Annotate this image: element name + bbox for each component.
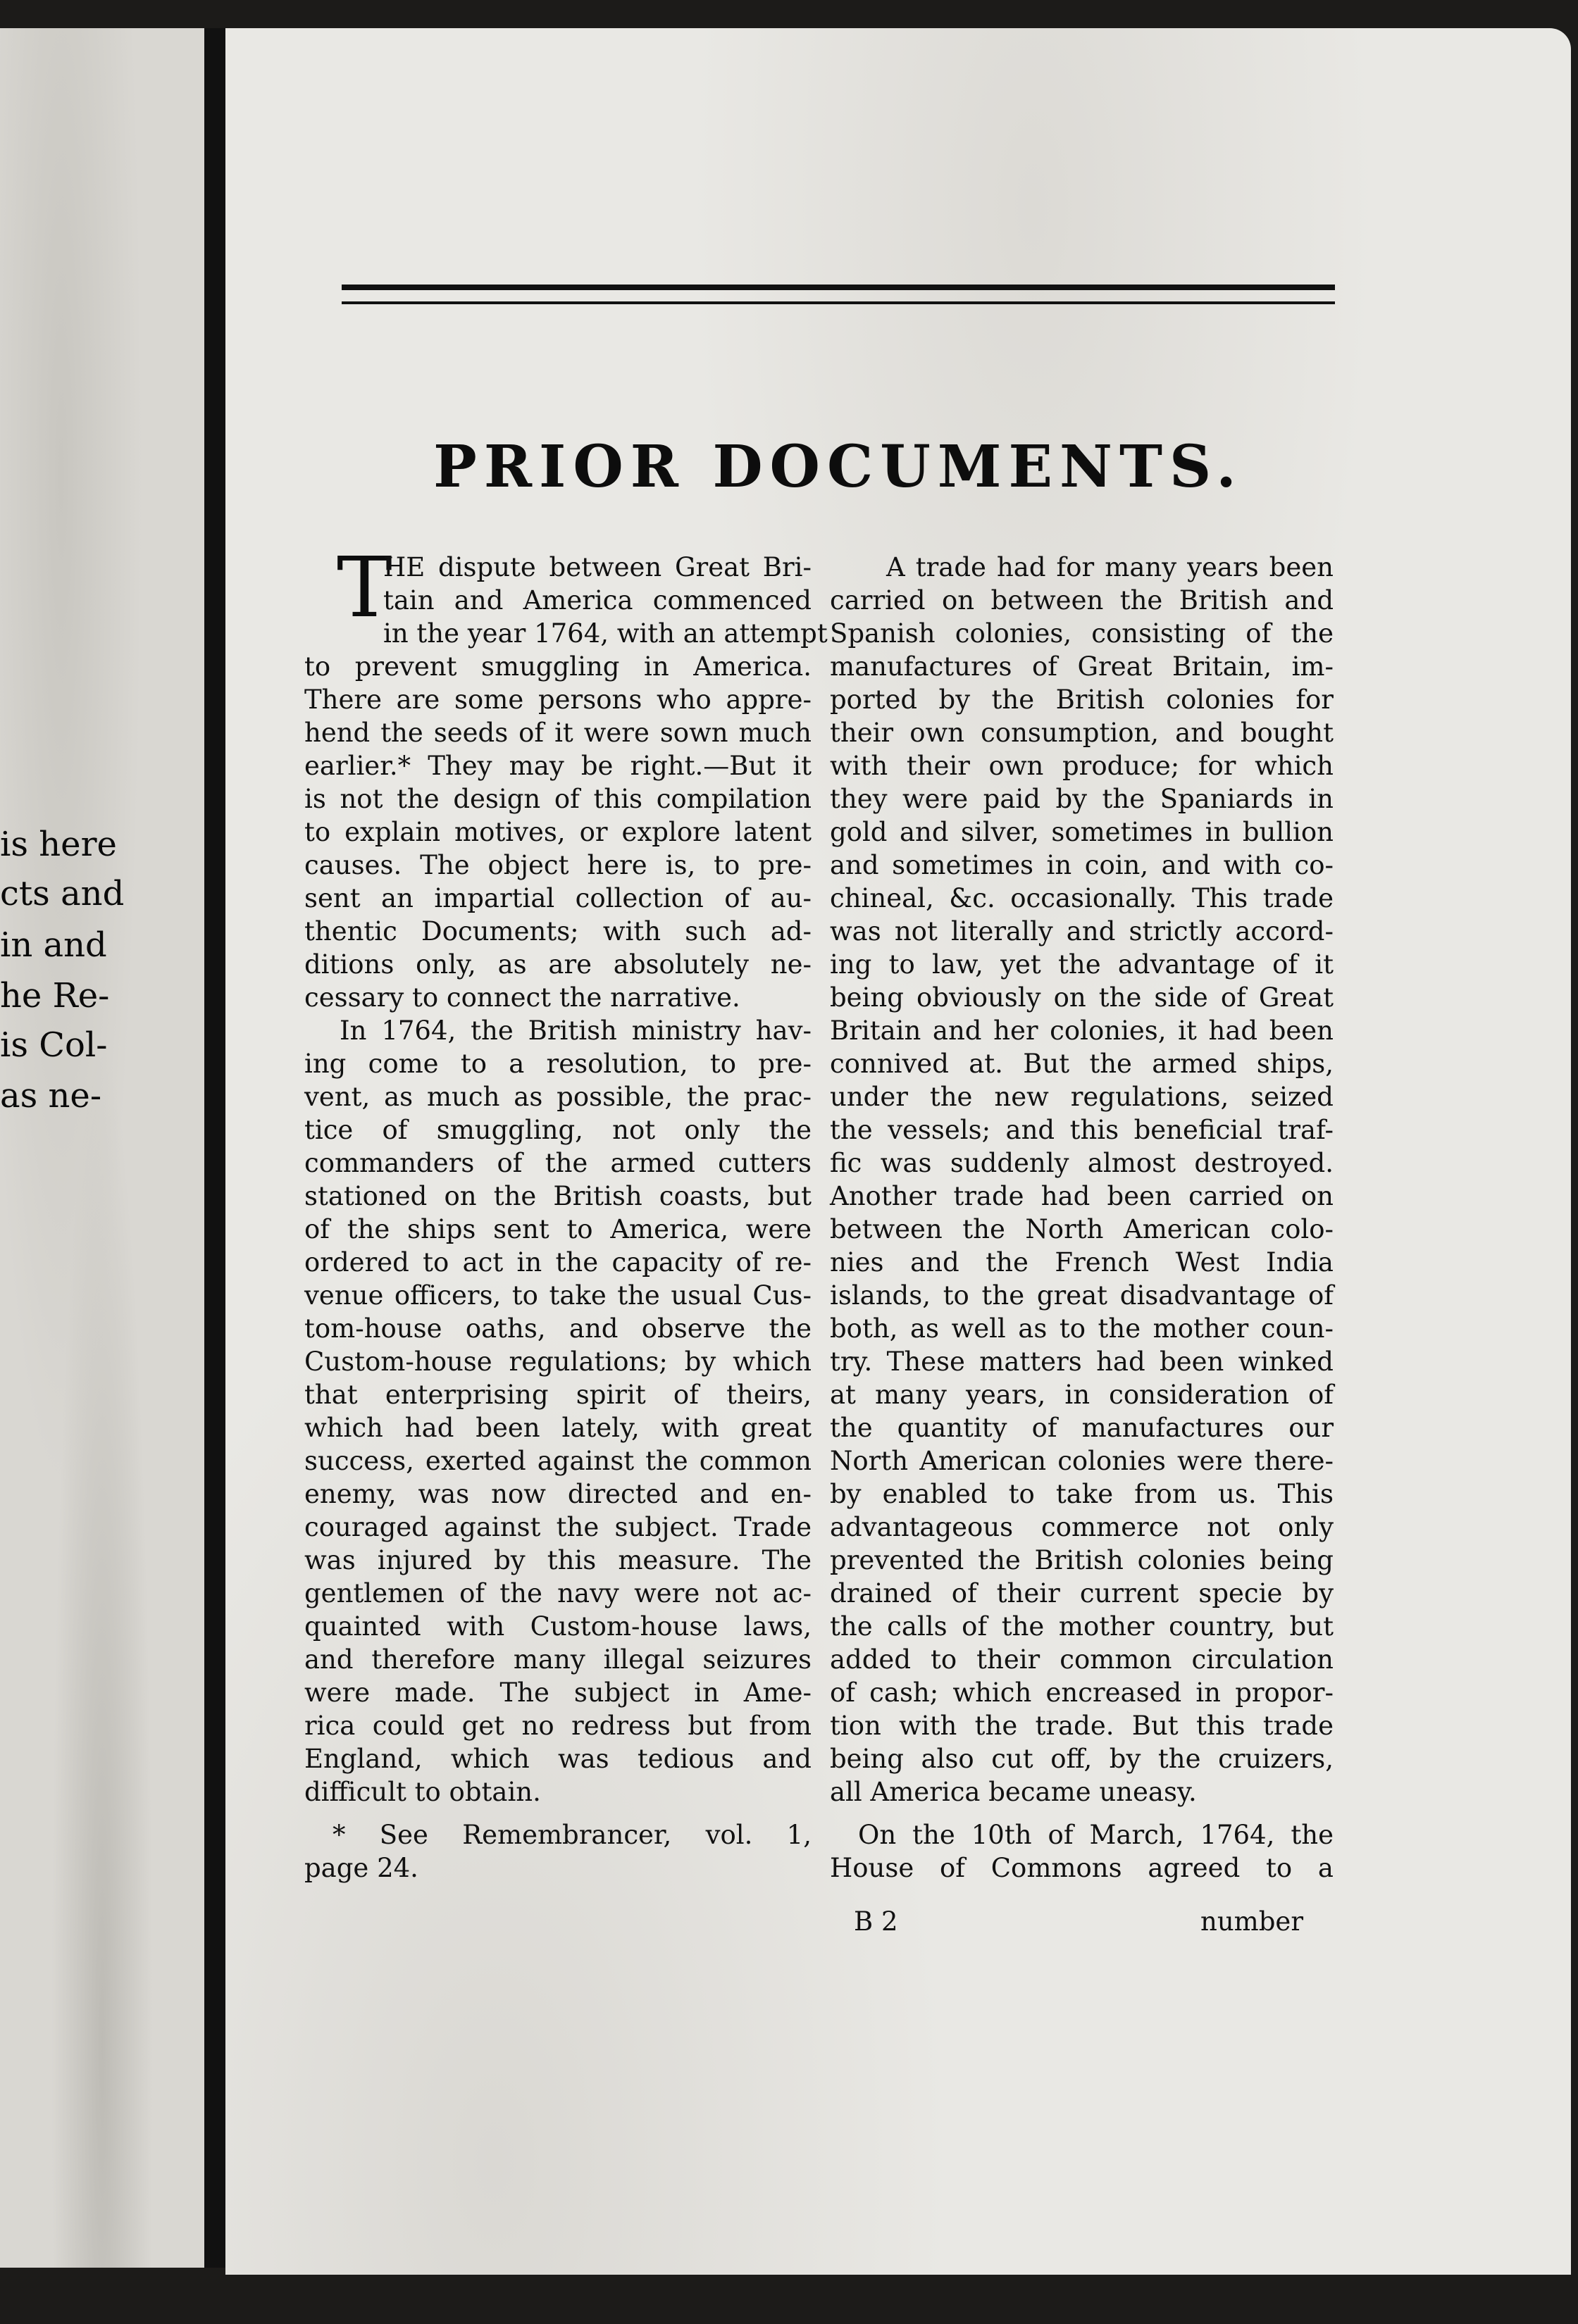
text-line: at many years, in consideration of xyxy=(830,1380,1334,1410)
text-line: tain and America commenced xyxy=(383,585,812,616)
text-line: quainted with Custom-house laws, xyxy=(304,1611,812,1642)
text-line: drained of their current specie by xyxy=(830,1578,1334,1608)
text-line: vent, as much as possible, the prac- xyxy=(304,1082,812,1112)
text-line: Another trade had been carried on xyxy=(830,1181,1334,1211)
left-page-fragment: as ne- xyxy=(0,1076,102,1116)
text-line: being also cut off, by the cruizers, xyxy=(830,1744,1334,1774)
text-line: were made. The subject in Ame- xyxy=(304,1678,812,1708)
text-line: in the year 1764, with an attempt xyxy=(383,618,828,649)
text-line: was injured by this measure. The xyxy=(304,1545,812,1575)
text-line: North American colonies were there- xyxy=(830,1446,1334,1476)
text-line: fic was suddenly almost destroyed. xyxy=(830,1148,1334,1178)
left-column xyxy=(304,551,828,1885)
text-line: England, which was tedious and xyxy=(304,1744,812,1774)
text-line: with their own produce; for which xyxy=(830,751,1334,781)
text-line: the vessels; and this beneficial traf- xyxy=(830,1115,1334,1145)
text-line: advantageous commerce not only xyxy=(830,1512,1334,1542)
text-line: ditions only, as are absolutely ne- xyxy=(304,949,812,980)
left-page-fragment: he Re- xyxy=(0,976,110,1016)
catchword: number xyxy=(1200,1906,1304,1937)
left-page-fragment: cts and xyxy=(0,874,125,913)
text-line: which had been lately, with great xyxy=(304,1413,812,1443)
text-line: Custom-house regulations; by which xyxy=(304,1347,812,1377)
text-line: hend the seeds of it were sown much xyxy=(304,718,812,748)
text-line: and sometimes in coin, and with co- xyxy=(830,850,1334,880)
text-line: manufactures of Great Britain, im- xyxy=(830,651,1334,682)
text-line: In 1764, the British ministry hav- xyxy=(340,1016,812,1046)
text-line: the calls of the mother country, but xyxy=(830,1611,1334,1642)
text-line: by enabled to take from us. This xyxy=(830,1479,1334,1509)
text-line: commanders of the armed cutters xyxy=(304,1148,812,1178)
text-line: was not literally and strictly accord- xyxy=(830,916,1334,947)
text-line: gold and silver, sometimes in bullion xyxy=(830,817,1334,847)
text-line: carried on between the British and xyxy=(830,585,1334,616)
text-line: tom-house oaths, and observe the xyxy=(304,1313,812,1344)
text-line: and therefore many illegal seizures xyxy=(304,1644,812,1675)
text-line: islands, to the great disadvantage of xyxy=(830,1280,1334,1311)
text-line: earlier.* They may be right.—But it xyxy=(304,751,812,781)
text-line: House of Commons agreed to a xyxy=(830,1853,1334,1883)
text-line: venue officers, to take the usual Cus- xyxy=(304,1280,812,1311)
text-line: prevented the British colonies being xyxy=(830,1545,1334,1575)
text-line: success, exerted against the common xyxy=(304,1446,812,1476)
text-line: their own consumption, and bought xyxy=(830,718,1334,748)
text-line: ing to law, yet the advantage of it xyxy=(830,949,1334,980)
text-line: On the 10th of March, 1764, the xyxy=(858,1820,1334,1850)
text-line: cessary to connect the narrative. xyxy=(304,982,740,1013)
text-line: Britain and her colonies, it had been xyxy=(830,1016,1334,1046)
text-line: ing come to a resolution, to pre- xyxy=(304,1049,812,1079)
text-line: is not the design of this compilation xyxy=(304,784,812,814)
text-line: of cash; which encreased in propor- xyxy=(830,1678,1334,1708)
text-line: thentic Documents; with such ad- xyxy=(304,916,812,947)
book-spine xyxy=(204,28,225,2268)
left-page-fragment: is here xyxy=(0,825,117,864)
text-line: ordered to act in the capacity of re- xyxy=(304,1247,812,1277)
text-line: * See Remembrancer, vol. 1, xyxy=(333,1820,812,1850)
text-line: difficult to obtain. xyxy=(304,1777,541,1807)
text-line: being obviously on the side of Great xyxy=(830,982,1334,1013)
text-line: between the North American colo- xyxy=(830,1214,1334,1244)
text-line: rica could get no redress but from xyxy=(304,1711,812,1741)
right-column xyxy=(830,551,1334,1885)
text-line: try. These matters had been winked xyxy=(830,1347,1334,1377)
text-line: A trade had for many years been xyxy=(886,552,1334,582)
text-line: stationed on the British coasts, but xyxy=(304,1181,812,1211)
signature-mark: B 2 xyxy=(854,1906,898,1937)
text-line: tion with the trade. But this trade xyxy=(830,1711,1334,1741)
text-line: to explain motives, or explore latent xyxy=(304,817,812,847)
header-rule-thick xyxy=(342,285,1335,290)
text-line: Spanish colonies, consisting of the xyxy=(830,618,1334,649)
header-rule-thin xyxy=(342,301,1335,304)
text-line: connived at. But the armed ships, xyxy=(830,1049,1334,1079)
text-line: they were paid by the Spaniards in xyxy=(830,784,1334,814)
text-line: gentlemen of the navy were not ac- xyxy=(304,1578,812,1608)
left-page xyxy=(0,28,204,2268)
text-line: enemy, was now directed and en- xyxy=(304,1479,812,1509)
text-line: both, as well as to the mother coun- xyxy=(830,1313,1334,1344)
text-line: of the ships sent to America, were xyxy=(304,1214,812,1244)
text-line: sent an impartial collection of au- xyxy=(304,883,812,913)
text-line: tice of smuggling, not only the xyxy=(304,1115,812,1145)
text-line: couraged against the subject. Trade xyxy=(304,1512,812,1542)
text-line: causes. The object here is, to pre- xyxy=(304,850,812,880)
text-line: HE dispute between Great Bri- xyxy=(383,552,812,582)
page-title: PRIOR DOCUMENTS. xyxy=(433,433,1243,501)
text-line: page 24. xyxy=(304,1853,418,1883)
text-line: chineal, &c. occasionally. This trade xyxy=(830,883,1334,913)
text-line: nies and the French West India xyxy=(830,1247,1334,1277)
text-line: under the new regulations, seized xyxy=(830,1082,1334,1112)
text-line: the quantity of manufactures our xyxy=(830,1413,1334,1443)
left-page-fragment: is Col- xyxy=(0,1025,108,1065)
text-line: ported by the British colonies for xyxy=(830,685,1334,715)
text-line: to prevent smuggling in America. xyxy=(304,651,812,682)
text-line: that enterprising spirit of theirs, xyxy=(304,1380,812,1410)
text-line: added to their common circulation xyxy=(830,1644,1334,1675)
text-line: There are some persons who appre- xyxy=(304,685,812,715)
drop-cap: T xyxy=(337,539,392,636)
left-page-fragment: in and xyxy=(0,925,107,965)
text-line: all America became uneasy. xyxy=(830,1777,1197,1807)
